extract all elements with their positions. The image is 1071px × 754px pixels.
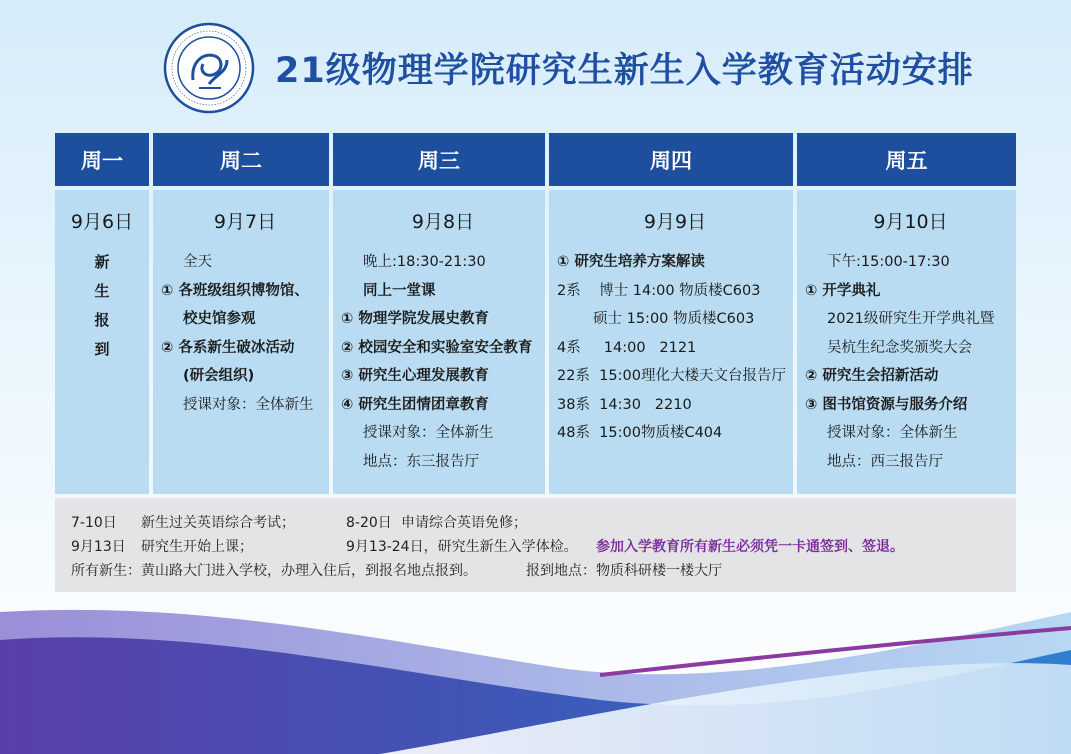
note-text: 所有新生：黄山路大门进入学校，办理入住后，到报名地点报到。 [71, 563, 477, 579]
event-item: ② 校园安全和实验室安全教育 [341, 339, 533, 356]
dept-schedule: 48系 15:00物质楼C404 [557, 425, 723, 441]
dept-schedule: 38系 14:30 2210 [557, 396, 692, 413]
arrival-label: 新 生 报 到 [94, 253, 110, 358]
location-text: 地点：西三报告厅 [827, 453, 943, 470]
audience-text: 授课对象：全体新生 [363, 425, 494, 441]
event-item: ④ 研究生团情团章教育 [341, 396, 489, 413]
arrival-location: 报到地点：物质科研楼一楼大厅 [526, 563, 722, 579]
dept-schedule: 硕士 15:00 物质楼C603 [593, 311, 755, 327]
date-thursday: 9月9日 [643, 211, 707, 233]
notes-row [71, 535, 1016, 559]
event-item: (研会组织) [183, 368, 255, 384]
cell-tuesday [153, 190, 329, 494]
note-text: 申请综合英语免修； [401, 515, 527, 531]
dept-schedule: 4系 14:00 2121 [557, 339, 697, 356]
checkin-notice: 参加入学教育所有新生必须凭一卡通签到、签退。 [596, 539, 904, 555]
dept-schedule: 2系 博士 14:00 物质楼C603 [557, 282, 761, 299]
header-friday: 周五 [797, 133, 1016, 186]
event-item: ① 开学典礼 [805, 282, 881, 299]
notes-panel [55, 498, 1016, 592]
event-detail: 2021级研究生开学典礼暨 [827, 311, 995, 327]
event-item: ② 各系新生破冰活动 [161, 339, 295, 356]
event-item: ① 物理学院发展史教育 [341, 311, 489, 327]
event-time: 下午:15:00-17:30 [827, 254, 950, 270]
event-item: ③ 研究生心理发展教育 [341, 368, 489, 384]
cell-thursday [549, 190, 793, 494]
date-friday: 9月10日 [873, 211, 948, 233]
header-wednesday: 周三 [333, 133, 545, 186]
note-date: 9月13日 [71, 539, 126, 555]
notes-row [71, 559, 1016, 583]
event-time: 晚上:18:30-21:30 [363, 254, 486, 270]
event-detail: 吴杭生纪念奖颁奖大会 [827, 339, 972, 356]
header-thursday: 周四 [549, 133, 793, 186]
notes-row [71, 511, 1016, 535]
cell-friday [797, 190, 1016, 494]
audience-text: 授课对象：全体新生 [827, 425, 958, 441]
note-text: 新生过关英语综合考试； [141, 515, 295, 531]
event-item: ① 各班级组织博物馆、 [161, 282, 309, 299]
header-monday: 周一 [55, 133, 149, 186]
note-date: 7-10日 [71, 515, 117, 531]
cell-monday [55, 190, 149, 494]
note-text: 9月13-24日，研究生新生入学体检。 [346, 539, 578, 555]
date-tuesday: 9月7日 [213, 211, 277, 233]
audience-text: 授课对象：全体新生 [183, 396, 314, 413]
event-item: 校史馆参观 [183, 311, 256, 327]
note-text: 研究生开始上课； [141, 539, 253, 555]
school-logo-icon [163, 22, 255, 114]
header [163, 22, 974, 114]
header-tuesday: 周二 [153, 133, 329, 186]
note-date: 8-20日 [346, 515, 392, 531]
page-title: 21级物理学院研究生新生入学教育活动安排 [275, 51, 974, 91]
event-item: ① 研究生培养方案解读 [557, 254, 705, 270]
location-text: 地点：东三报告厅 [363, 453, 479, 470]
date-monday: 9月6日 [70, 211, 134, 233]
dept-schedule: 22系 15:00理化大楼天文台报告厅 [557, 368, 786, 384]
event-item: 同上一堂课 [363, 282, 436, 299]
date-wednesday: 9月8日 [411, 211, 475, 233]
event-item: ② 研究生会招新活动 [805, 368, 939, 384]
cell-wednesday [333, 190, 545, 494]
event-time: 全天 [183, 254, 212, 270]
event-item: ③ 图书馆资源与服务介绍 [805, 396, 968, 413]
